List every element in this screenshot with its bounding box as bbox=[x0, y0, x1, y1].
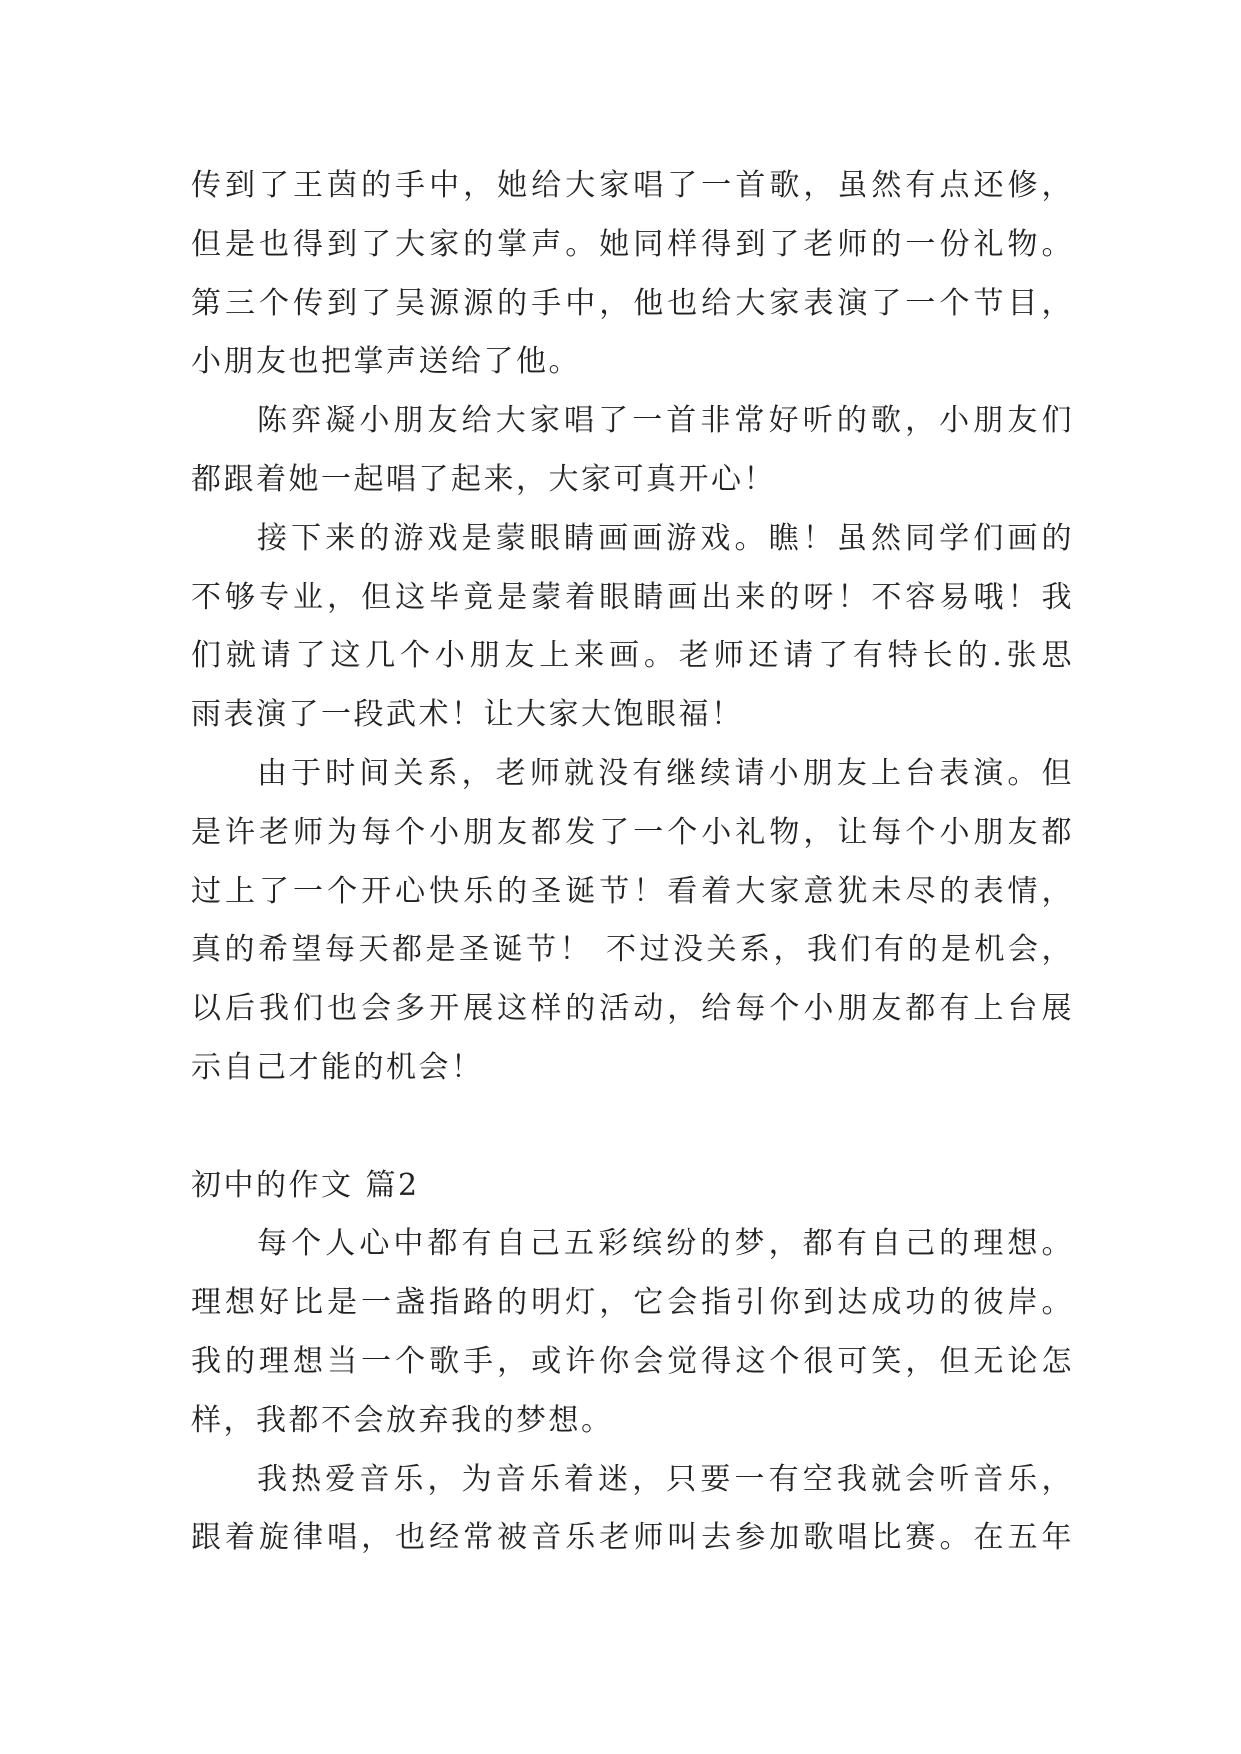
text-line: 我的理想当一个歌手，或许你会觉得这个很可笑，但无论怎 bbox=[191, 1343, 1074, 1379]
text-line: 跟着旋律唱，也经常被音乐老师叫去参加歌唱比赛。在五年 bbox=[191, 1520, 1074, 1556]
document-body bbox=[191, 157, 1074, 1568]
paragraph bbox=[191, 510, 1074, 745]
text-line: 传到了王茵的手中，她给大家唱了一首歌，虽然有点还修， bbox=[191, 168, 1074, 203]
text-line: 不够专业，但这毕竟是蒙着眼睛画出来的呀！不容易哦！我 bbox=[191, 579, 1074, 615]
text-line: 理想好比是一盏指路的明灯，它会指引你到达成功的彼岸。 bbox=[191, 1285, 1074, 1321]
text-line: 们就请了这几个小朋友上来画。老师还请了有特长的.张思 bbox=[191, 638, 1074, 674]
text-line: 小朋友也把掌声送给了他。 bbox=[191, 344, 581, 380]
text-line: 我热爱音乐，为音乐着迷，只要一有空我就会听音乐， bbox=[257, 1461, 1074, 1497]
text-line: 由于时间关系，老师就没有继续请小朋友上台表演。但 bbox=[257, 755, 1074, 791]
paragraph bbox=[191, 1451, 1074, 1569]
paragraph bbox=[191, 157, 1074, 392]
text-line: 接下来的游戏是蒙眼睛画画游戏。瞧！虽然同学们画的 bbox=[257, 520, 1074, 556]
text-line: 样，我都不会放弃我的梦想。 bbox=[191, 1402, 614, 1438]
section-heading: 初中的作文 篇2 bbox=[191, 1167, 420, 1203]
text-line: 以后我们也会多开展这样的活动，给每个小朋友都有上台展 bbox=[191, 991, 1074, 1027]
text-line: 第三个传到了吴源源的手中，他也给大家表演了一个节目， bbox=[191, 285, 1074, 321]
paragraph bbox=[191, 745, 1074, 1098]
text-line: 陈弈凝小朋友给大家唱了一首非常好听的歌，小朋友们 bbox=[257, 403, 1074, 439]
text-line: 都跟着她一起唱了起来，大家可真开心！ bbox=[191, 461, 776, 497]
text-line: 示自己才能的机会！ bbox=[191, 1049, 484, 1085]
paragraph bbox=[191, 1215, 1074, 1450]
text-line: 但是也得到了大家的掌声。她同样得到了老师的一份礼物。 bbox=[191, 226, 1074, 262]
text-line: 真的希望每天都是圣诞节！ 不过没关系，我们有的是机会， bbox=[191, 932, 1074, 968]
paragraph-gap bbox=[191, 1098, 1074, 1157]
text-line: 每个人心中都有自己五彩缤纷的梦，都有自己的理想。 bbox=[257, 1226, 1074, 1262]
paragraph bbox=[191, 392, 1074, 510]
text-line: 是许老师为每个小朋友都发了一个小礼物，让每个小朋友都 bbox=[191, 814, 1074, 850]
text-line: 雨表演了一段武术！让大家大饱眼福！ bbox=[191, 697, 744, 733]
text-line: 过上了一个开心快乐的圣诞节！看着大家意犹未尽的表情， bbox=[191, 873, 1074, 909]
